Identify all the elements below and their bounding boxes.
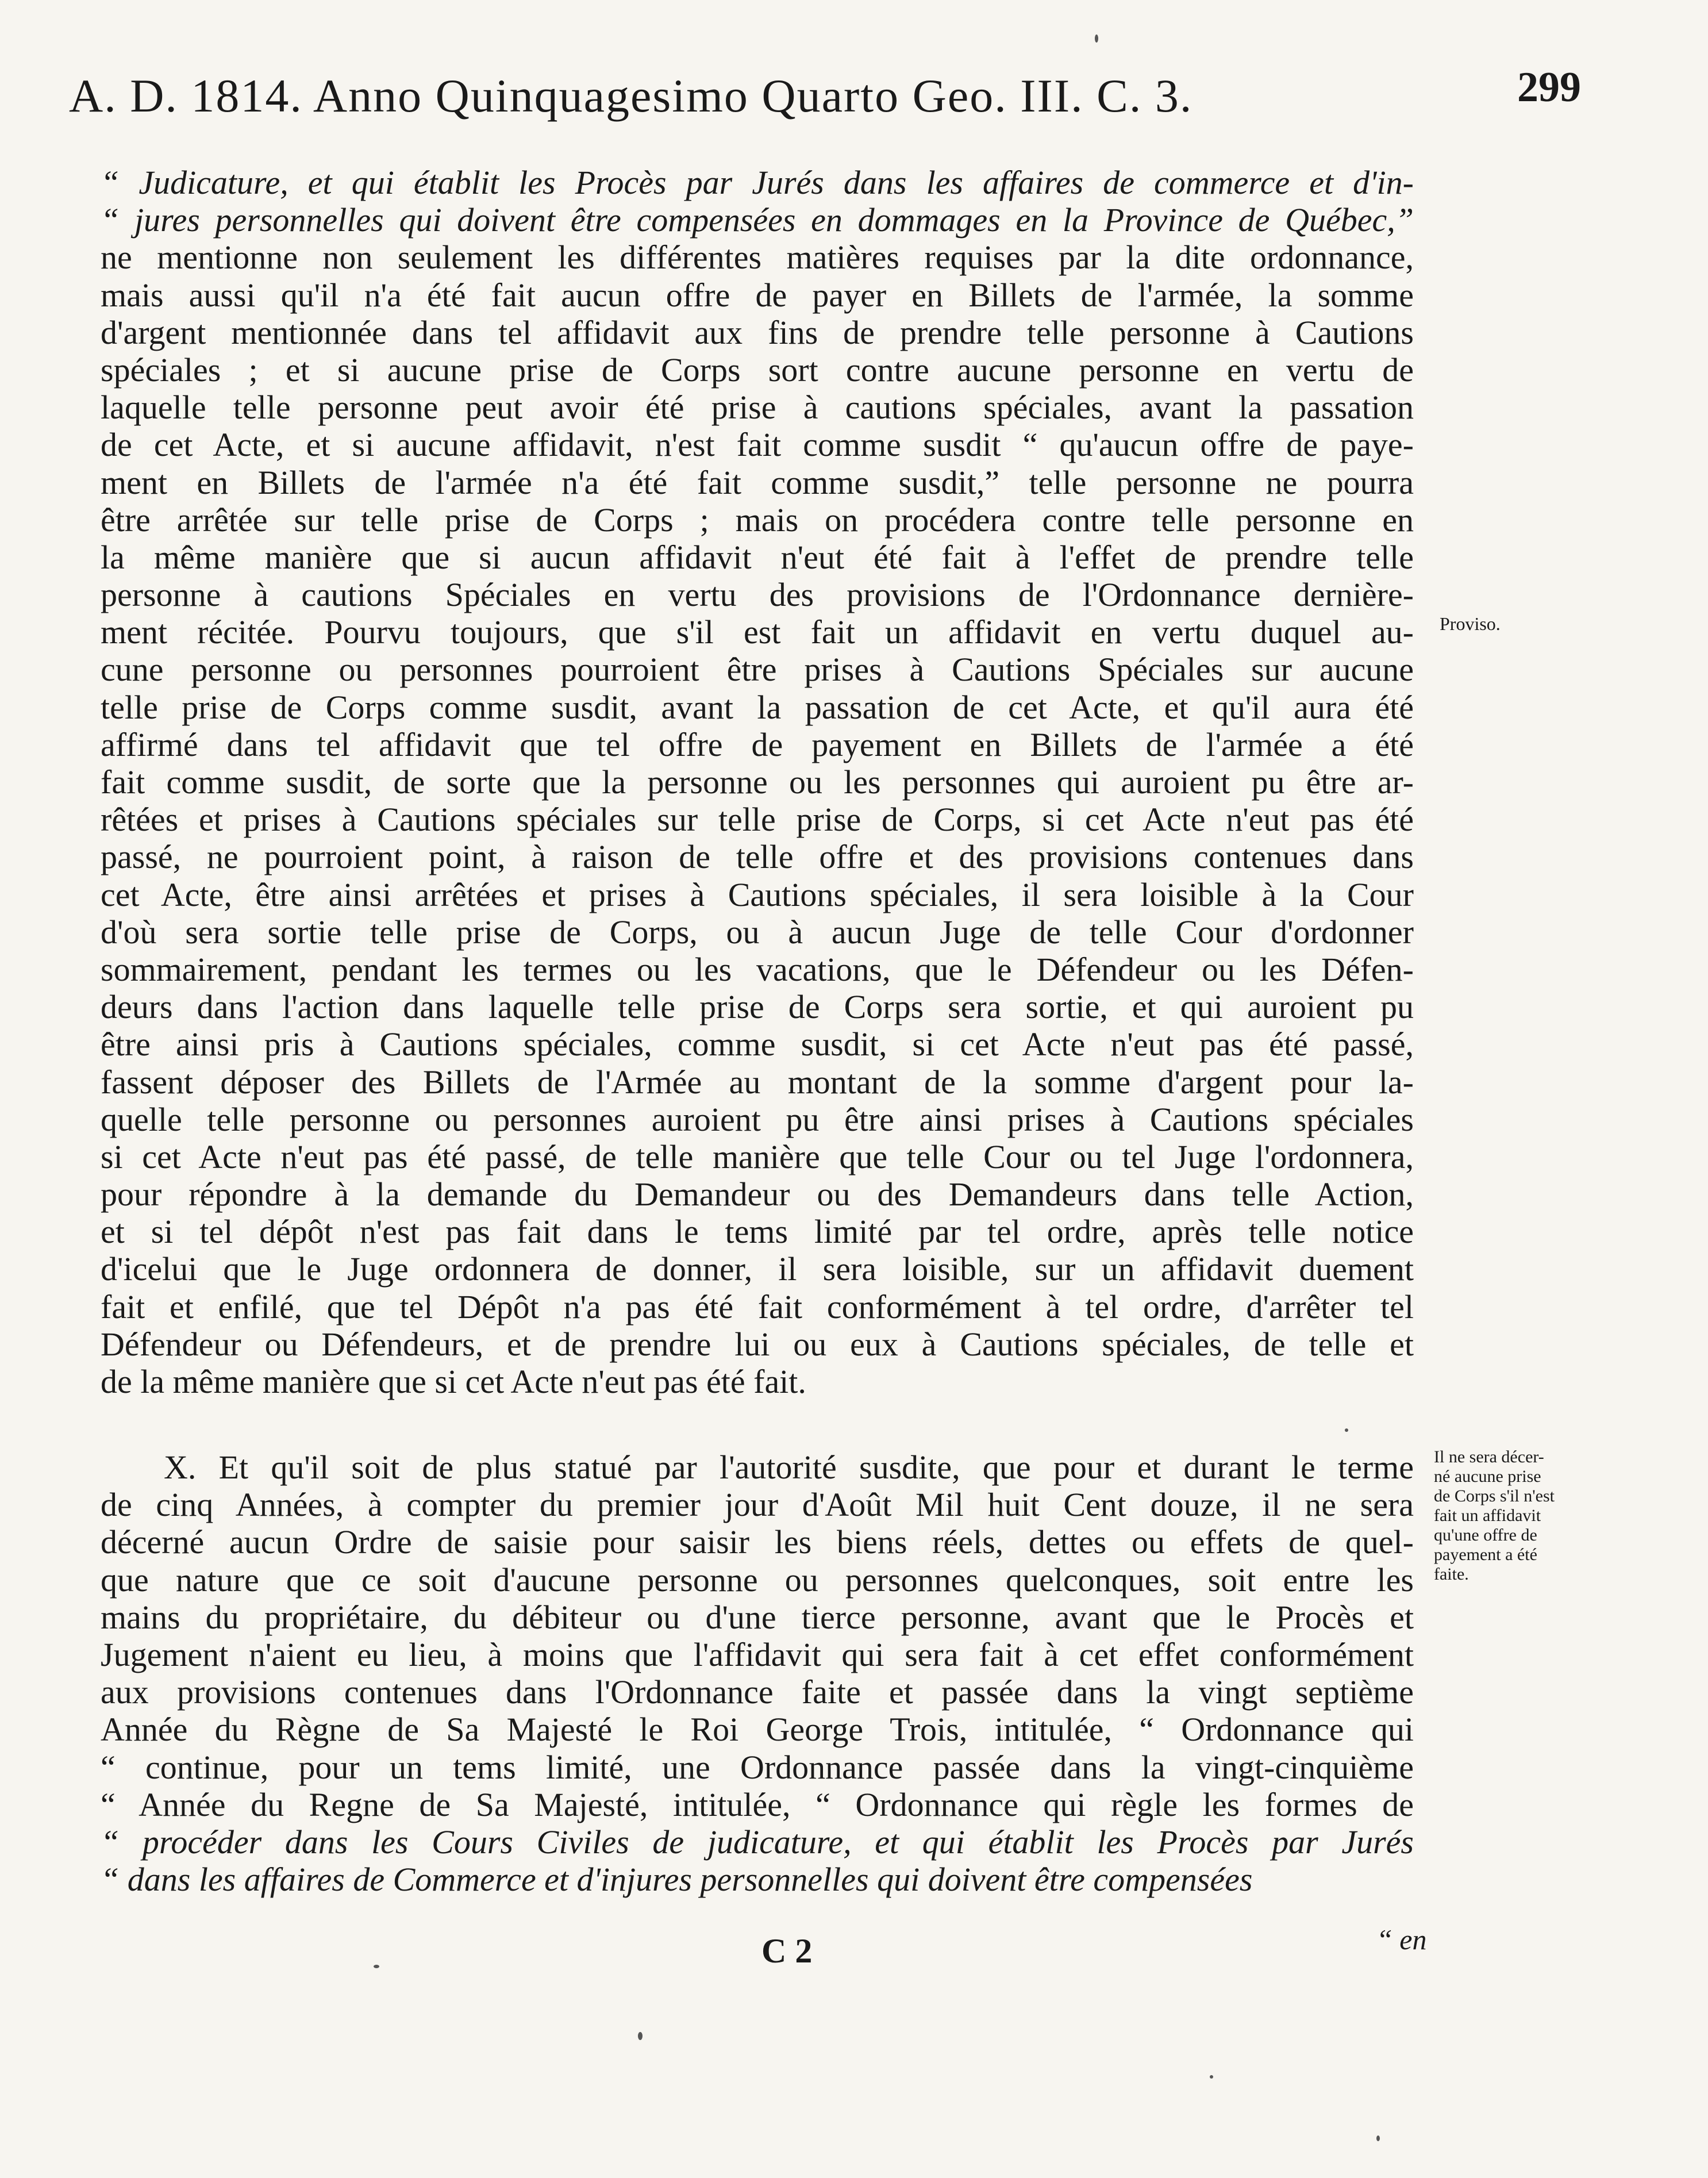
text-line: aux provisions contenues dans l'Ordonnance faite et passée dans la vingt septième — [101, 1673, 1414, 1711]
margin-note-line: Il ne sera décer- — [1434, 1447, 1544, 1466]
print-speck — [1345, 1428, 1348, 1432]
text-line: d'argent mentionnée dans tel affidavit aux fins de prendre telle personne à Cautions — [101, 313, 1414, 351]
text-line: être ainsi pris à Cautions spéciales, comme susdit, si cet Acte n'eut pas été passé, — [101, 1025, 1414, 1063]
text-line: passé, ne pourroient point, à raison de telle offre et des provisions contenues dans — [101, 838, 1414, 876]
text-line: décerné aucun Ordre de saisie pour saisir les biens réels, dettes ou effets de quel- — [101, 1523, 1414, 1561]
margin-note-proviso: Proviso. — [1440, 613, 1501, 634]
text-line: et si tel dépôt n'est pas fait dans le tems limité par tel ordre, après telle notice — [101, 1213, 1414, 1251]
text-line: Jugement n'aient eu lieu, à moins que l'affidavit qui sera fait à cet effet conformément — [101, 1635, 1414, 1673]
print-speck — [1210, 2075, 1213, 2079]
text-block-section-x — [101, 1449, 1414, 1898]
text-line: pour répondre à la demande du Demandeur ou des Demandeurs dans telle Action, — [101, 1176, 1414, 1213]
margin-note-line: de Corps s'il n'est — [1434, 1486, 1555, 1505]
text-line: de cinq Années, à compter du premier jour d'Août Mil huit Cent douze, il ne sera — [101, 1486, 1414, 1524]
text-line: Défendeur ou Défendeurs, et de prendre lui ou eux à Cautions spéciales, de telle et — [101, 1325, 1414, 1363]
running-head: A. D. 1814. Anno Quinquagesimo Quarto Geo. III. C. 3. — [69, 70, 1193, 122]
text-block-continuation — [101, 164, 1414, 1400]
text-line: ment en Billets de l'armée n'a été fait comme susdit,” telle personne ne pourra — [101, 463, 1414, 501]
text-line: “ dans les affaires de Commerce et d'injures personnelles qui doivent être compensées — [101, 1861, 1253, 1899]
text-line: X. Et qu'il soit de plus statué par l'autorité susdite, que pour et durant le terme — [164, 1449, 1414, 1486]
text-line: quelle telle personne ou personnes auroient pu être ainsi prises à Cautions spéciales — [101, 1100, 1414, 1138]
signature-mark: C 2 — [761, 1932, 813, 1970]
text-line: cune personne ou personnes pourroient être prises à Cautions Spéciales sur aucune — [101, 651, 1414, 689]
text-line: Année du Règne de Sa Majesté le Roi George Trois, intitulée, “ Ordonnance qui — [101, 1711, 1414, 1749]
text-line: “ jures personnelles qui doivent être compensées en dommages en la Province de Québec,” — [101, 201, 1414, 239]
text-line: la même manière que si aucun affidavit n'eut été fait à l'effet de prendre telle — [101, 538, 1414, 576]
text-line: “ procéder dans les Cours Civiles de judicature, et qui établit les Procès par Jurés — [101, 1823, 1414, 1861]
margin-note-line: fait un affidavit — [1434, 1506, 1541, 1525]
text-line: rêtées et prises à Cautions spéciales sur telle prise de Corps, si cet Acte n'eut pas été — [101, 801, 1414, 839]
text-line: sommairement, pendant les termes ou les vacations, que le Défendeur ou les Défen- — [101, 950, 1414, 988]
text-line: mais aussi qu'il n'a été fait aucun offre de payer en Billets de l'armée, la somme — [101, 276, 1414, 314]
text-line: “ Année du Regne de Sa Majesté, intitulée, “ Ordonnance qui règle les formes de — [101, 1785, 1414, 1823]
text-line: si cet Acte n'eut pas été passé, de telle manière que telle Cour ou tel Juge l'ordonnera, — [101, 1138, 1414, 1176]
margin-note-line: faite. — [1434, 1565, 1469, 1584]
text-line: de la même manière que si cet Acte n'eut pas été fait. — [101, 1363, 806, 1400]
text-line: ne mentionne non seulement les différentes matières requises par la dite ordonnance, — [101, 239, 1414, 276]
margin-note-section-x — [1434, 1447, 1555, 1584]
print-speck — [1376, 2135, 1380, 2141]
text-line: fassent déposer des Billets de l'Armée au montant de la somme d'argent pour la- — [101, 1063, 1414, 1101]
text-line: fait comme susdit, de sorte que la personne ou les personnes qui auroient pu être ar- — [101, 763, 1414, 801]
text-line: de cet Acte, et si aucune affidavit, n'est fait comme susdit “ qu'aucun offre de paye- — [101, 426, 1414, 464]
print-speck — [1095, 34, 1098, 43]
print-speck — [374, 1965, 379, 1968]
text-line: mains du propriétaire, du débiteur ou d'une tierce personne, avant que le Procès et — [101, 1598, 1414, 1636]
text-line: être arrêtée sur telle prise de Corps ; mais on procédera contre telle personne en — [101, 501, 1414, 539]
page-number: 299 — [1517, 64, 1581, 111]
text-line: telle prise de Corps comme susdit, avant la passation de cet Acte, et qu'il aura été — [101, 688, 1414, 726]
text-line: d'icelui que le Juge ordonnera de donner, il sera loisible, sur un affidavit duement — [101, 1250, 1414, 1288]
text-line: “ continue, pour un tems limité, une Ordonnance passée dans la vingt-cinquième — [101, 1748, 1414, 1786]
margin-note-line: qu'une offre de — [1434, 1526, 1537, 1545]
text-line: personne à cautions Spéciales en vertu des provisions de l'Ordonnance dernière- — [101, 576, 1414, 614]
catchword: “ en — [1376, 1923, 1427, 1956]
margin-note-line: né aucune prise — [1434, 1467, 1541, 1486]
text-line: affirmé dans tel affidavit que tel offre de payement en Billets de l'armée a été — [101, 725, 1414, 763]
text-line: d'où sera sortie telle prise de Corps, ou à aucun Juge de telle Cour d'ordonner — [101, 913, 1414, 951]
text-line: deurs dans l'action dans laquelle telle prise de Corps sera sortie, et qui auroient pu — [101, 988, 1414, 1026]
text-line: que nature que ce soit d'aucune personne ou personnes quelconques, soit entre les — [101, 1561, 1414, 1599]
margin-note-line: payement a été — [1434, 1545, 1537, 1564]
text-line: spéciales ; et si aucune prise de Corps sort contre aucune personne en vertu de — [101, 351, 1414, 389]
text-line: “ Judicature, et qui établit les Procès par Jurés dans les affaires de commerce et d'in- — [101, 164, 1414, 201]
text-line: cet Acte, être ainsi arrêtées et prises à Cautions spéciales, il sera loisible à la Cour — [101, 875, 1414, 913]
text-line: fait et enfilé, que tel Dépôt n'a pas été fait conformément à tel ordre, d'arrêter tel — [101, 1288, 1414, 1326]
print-speck — [638, 2032, 643, 2040]
text-line: ment récitée. Pourvu toujours, que s'il est fait un affidavit en vertu duquel au- — [101, 613, 1414, 651]
text-line: laquelle telle personne peut avoir été prise à cautions spéciales, avant la passation — [101, 389, 1414, 427]
